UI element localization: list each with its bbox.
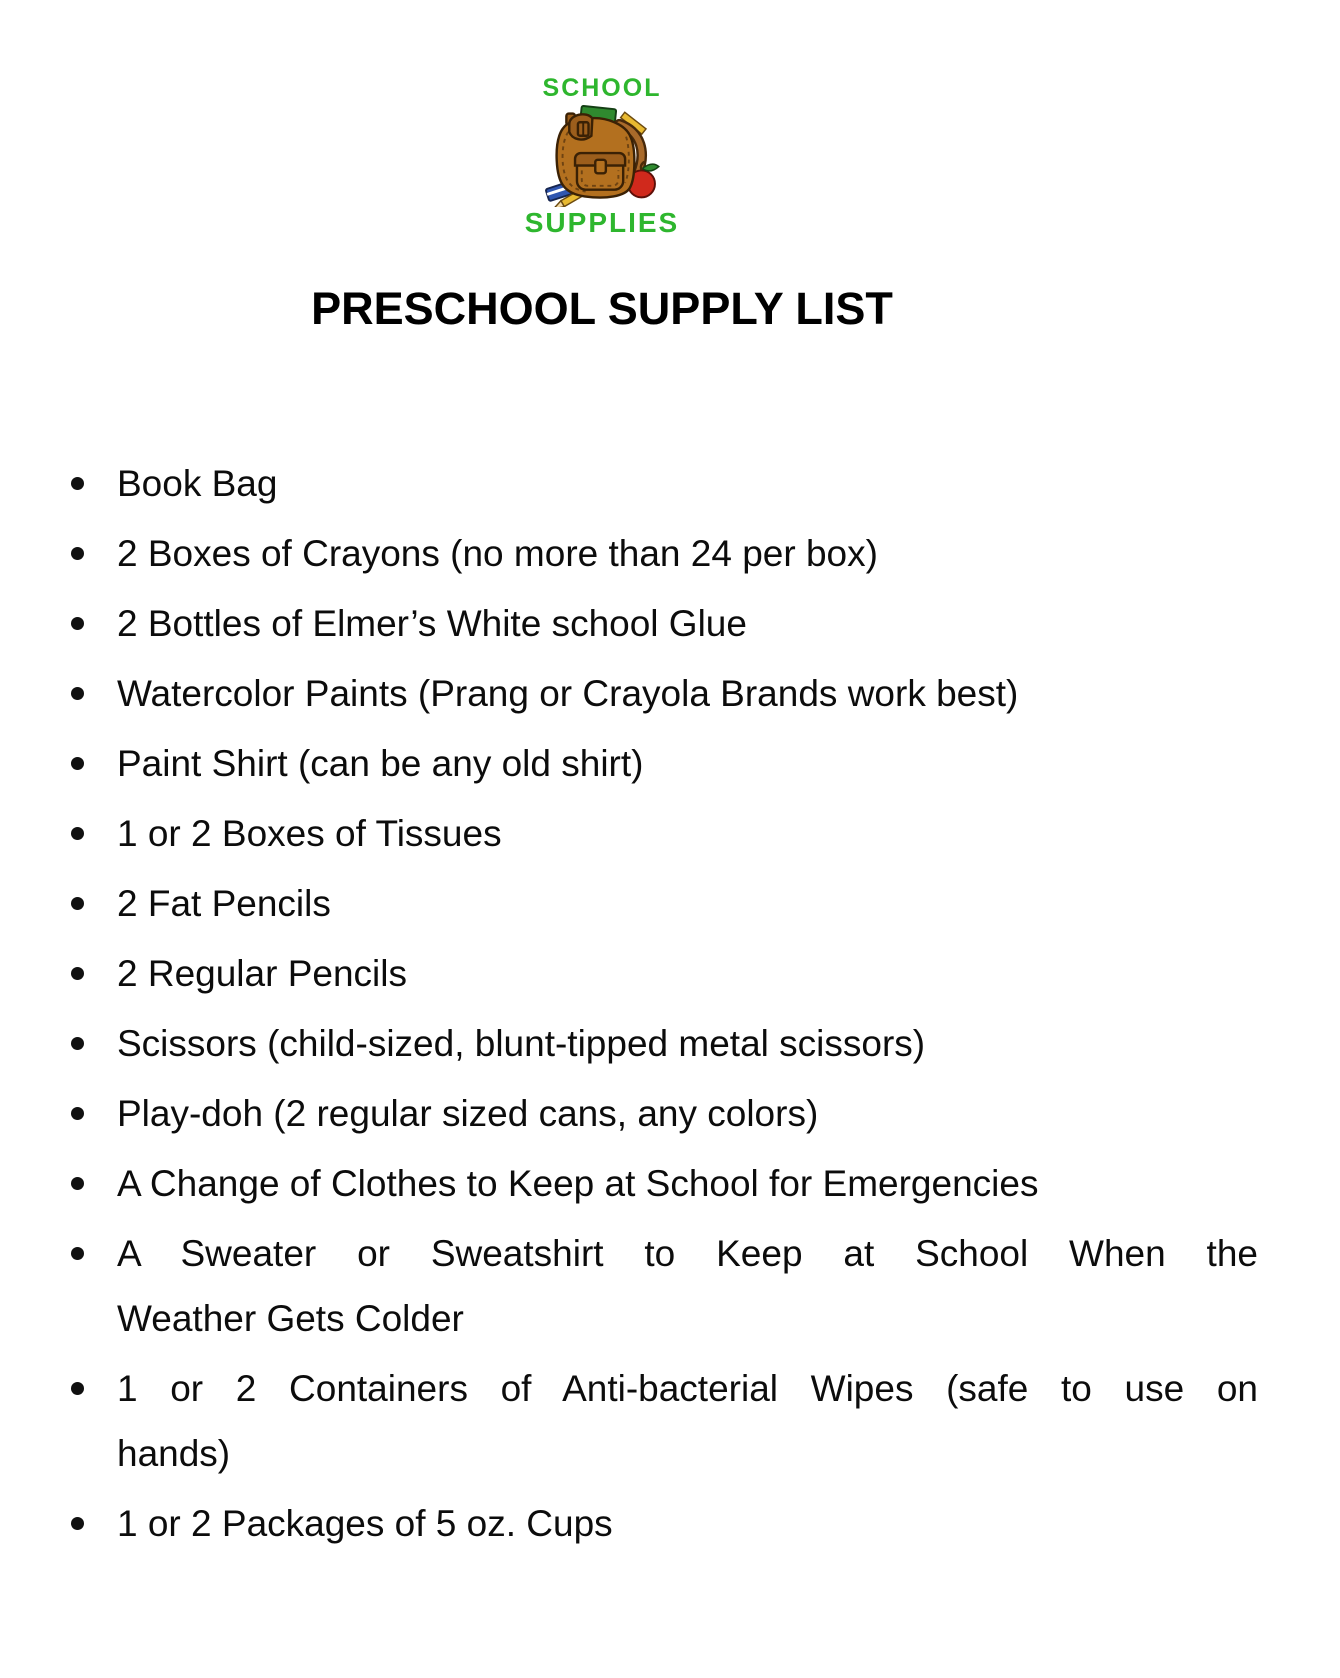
- bag-pocket: [575, 153, 625, 190]
- list-item: A Sweater or Sweatshirt to Keep at School When the Weather Gets Colder: [117, 1221, 1258, 1351]
- list-item: Play-doh (2 regular sized cans, any colors): [117, 1081, 1258, 1146]
- school-supplies-logo: [525, 76, 679, 237]
- list-item: 1 or 2 Boxes of Tissues: [117, 801, 1258, 866]
- list-item: A Change of Clothes to Keep at School for Emergencies: [117, 1151, 1258, 1216]
- list-item: 2 Regular Pencils: [117, 941, 1258, 1006]
- logo-word-supplies: SUPPLIES: [524, 207, 680, 238]
- list-item: 1 or 2 Containers of Anti-bacterial Wipes (safe to use on hands): [117, 1356, 1258, 1486]
- list-item: Scissors (child-sized, blunt-tipped metal scissors): [117, 1011, 1258, 1076]
- list-item: 2 Bottles of Elmer’s White school Glue: [117, 591, 1258, 656]
- list-item: Paint Shirt (can be any old shirt): [117, 731, 1258, 796]
- list-item: Book Bag: [117, 451, 1258, 516]
- document-header: [0, 0, 1204, 335]
- page-title: PRESCHOOL SUPPLY LIST: [311, 283, 893, 334]
- backpack-clipart-icon: [542, 103, 662, 207]
- logo-word-school: SCHOOL: [542, 74, 662, 102]
- supply-list: [117, 451, 1258, 1556]
- list-item: 2 Boxes of Crayons (no more than 24 per box): [117, 521, 1258, 586]
- bag-flap: [569, 114, 592, 139]
- list-item: 2 Fat Pencils: [117, 871, 1258, 936]
- list-item: Watercolor Paints (Prang or Crayola Brands work best): [117, 661, 1258, 726]
- list-item: 1 or 2 Packages of 5 oz. Cups: [117, 1491, 1258, 1556]
